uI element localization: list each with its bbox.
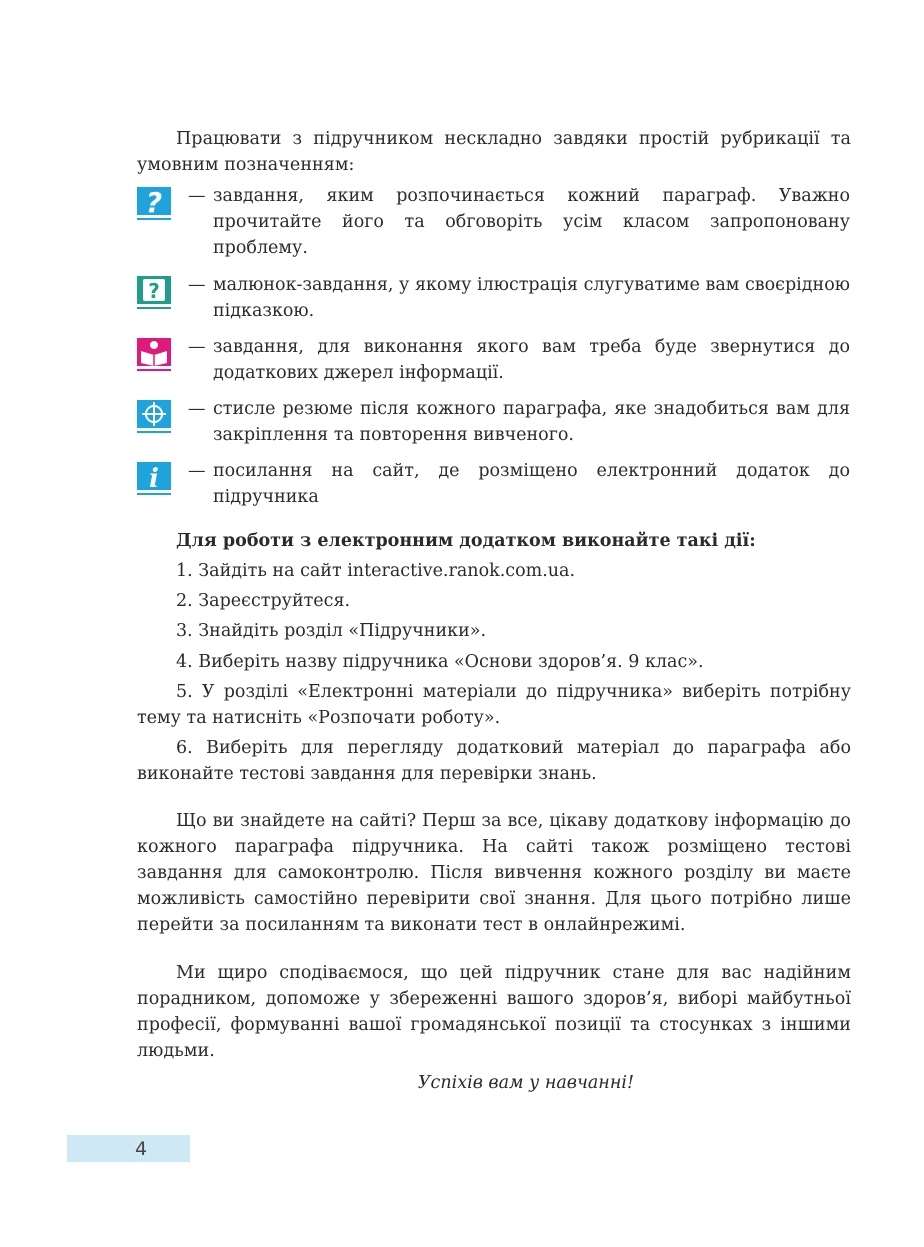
page-number-band [67, 1135, 190, 1162]
step-item: 6. Виберіть для перегляду додатковий матеріал до параграфа або виконайте тестові завдання для перевірки знань. [137, 738, 851, 784]
closing-wish: Успіхів вам у навчанні! [417, 1073, 634, 1093]
legend-dash: — [188, 337, 206, 357]
legend-text: посилання на сайт, де розміщено електронний додаток до підручника [213, 461, 850, 507]
legend-text: завдання, яким розпочинається кожний параграф. Уважно прочитайте його та обговоріть усім класом запропоновану проблему. [213, 186, 850, 258]
info-icon [136, 460, 172, 496]
step-item: 5. У розділі «Електронні матеріали до підручника» виберіть потрібну тему та натисніть «Розпочати роботу». [137, 682, 851, 728]
intro-paragraph: Працювати з підручником нескладно завдяки простій рубрикації та умовним позначенням: [137, 129, 851, 175]
steps-heading: Для роботи з електронним додатком виконайте такі дії: [176, 531, 756, 551]
legend-dash: — [188, 186, 206, 206]
legend-dash: — [188, 275, 206, 295]
step-item: 4. Виберіть назву підручника «Основи здоров’я. 9 клас». [176, 652, 704, 672]
book-reader-icon [136, 336, 172, 372]
legend-dash: — [188, 399, 206, 419]
paragraph-site: Що ви знайдете на сайті? Перш за все, цікаву додаткову інформацію до кожного параграфа підручника. На сайті також розміщено тестові завдання для самоконтролю. Після вивчення кожного розділу ви маєте можливість самостійно перевірити свої знання. Для цього потрібно лише перейти за посиланням та виконати тест в онлайнрежимі. [137, 811, 851, 935]
step-item: 3. Знайдіть розділ «Підручники». [176, 621, 487, 641]
legend-item-website [136, 458, 852, 507]
legend-item-task [136, 183, 852, 258]
legend-item-picture-task [136, 272, 852, 321]
legend-item-summary [136, 396, 852, 445]
svg-text:i: i [149, 464, 159, 494]
svg-text:?: ? [148, 279, 160, 303]
page-number: 4 [135, 1138, 148, 1160]
legend-text: стисле резюме після кожного параграфа, яке знадобиться вам для закріплення та повторення вивченого. [213, 399, 850, 445]
legend-text: завдання, для виконання якого вам треба буде звернутися до додаткових джерел інформації. [213, 337, 850, 383]
legend-dash: — [188, 461, 206, 481]
step-item: 2. Зареєструйтеся. [176, 591, 351, 611]
legend-item-extra-sources [136, 334, 852, 383]
svg-text:?: ? [145, 186, 163, 219]
picture-question-icon [136, 274, 172, 310]
target-icon [136, 398, 172, 434]
legend-text: малюнок-завдання, у якому ілюстрація слугуватиме вам своєрідною підказкою. [213, 275, 850, 321]
question-icon [136, 185, 172, 221]
paragraph-hope: Ми щиро сподіваємося, що цей підручник стане для вас надійним порадником, допоможе у збереженні вашого здоров’я, виборі майбутньої професії, формуванні вашої громадянської позиції та стосунках з іншими людьми. [137, 963, 851, 1061]
step-item: 1. Зайдіть на сайт interactive.ranok.com.ua. [176, 561, 576, 581]
